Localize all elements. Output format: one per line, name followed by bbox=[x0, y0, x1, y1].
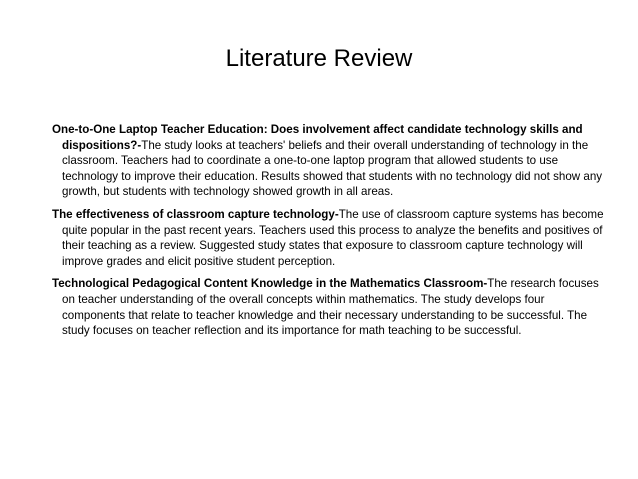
entry-heading: The effectiveness of classroom capture technology- bbox=[52, 207, 339, 221]
entry-text: The study looks at teachers' beliefs and their overall understanding of technology in the classroom. Teachers had to coordinate a one-to-one laptop program that allowed students to use technology to improve their education. Results showed that students with no technology did not show any growth, but students with technology showed growth in all areas. bbox=[62, 138, 603, 199]
literature-entry-classroom-capture bbox=[52, 207, 608, 269]
literature-entry-tpack bbox=[52, 276, 608, 338]
entry-text: The research focuses on teacher understanding of the overall concepts within mathematics. The study develops four components that relate to teacher knowledge and their necessary understanding to be successful. The study focuses on teacher reflection and its importance for math teaching to be successful. bbox=[62, 277, 599, 338]
literature-entry-laptop bbox=[52, 122, 608, 200]
entry-heading: One-to-One Laptop Teacher Education: Does involvement affect candidate technology skills and dispositions?- bbox=[52, 123, 583, 152]
entry-text: The use of classroom capture systems has become quite popular in the past recent years. Teachers used this process to analyze the benefits and positives of their teaching as a review. Suggested study states that exposure to classroom capture technology will improve grades and elicit positive student perception. bbox=[62, 207, 604, 268]
slide-title: Literature Review bbox=[225, 45, 413, 72]
entry-heading: Technological Pedagogical Content Knowledge in the Mathematics Classroom- bbox=[52, 277, 488, 291]
slide-body bbox=[52, 122, 608, 346]
